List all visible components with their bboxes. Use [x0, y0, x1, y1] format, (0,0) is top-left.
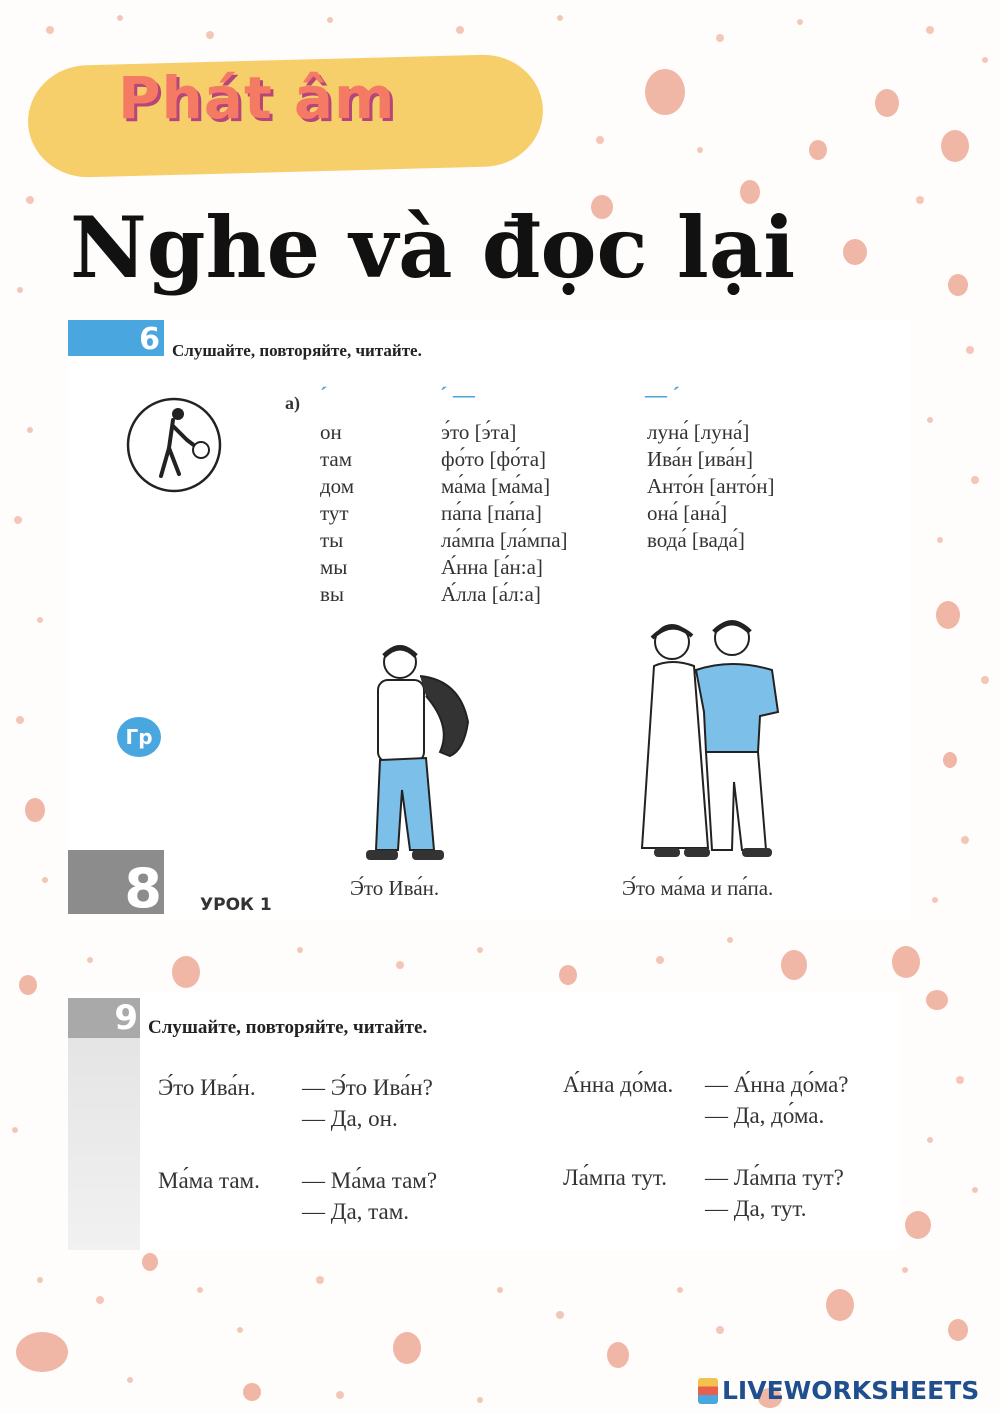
word-item: э́то [э́та] [441, 420, 517, 444]
word-item: ты [320, 528, 344, 552]
word-column-1 [320, 419, 354, 608]
word-item: вы [320, 582, 345, 606]
word-item: Ива́н [ива́н] [647, 447, 754, 471]
dialogue-question: — Ла́мпа тут? [705, 1165, 844, 1190]
word-item: он [320, 420, 342, 444]
banner-label: Phát âm [118, 64, 396, 132]
part-label: а) [285, 393, 300, 413]
word-item: тут [320, 501, 349, 525]
word-column-3 [647, 419, 774, 554]
dialogue-statement: А́нна до́ма. [563, 1072, 674, 1097]
dialogue-statement: Ма́ма там. [158, 1168, 260, 1193]
word-item: дом [320, 474, 355, 498]
dialogue-question: — А́нна до́ма? [705, 1072, 849, 1097]
dialogue-question: — Э́то Ива́н? [302, 1075, 433, 1100]
word-item: вода́ [вада́] [647, 528, 745, 552]
word-item: она́ [ана́] [647, 501, 728, 525]
word-column-2 [441, 419, 568, 608]
ivan-illustration [360, 640, 480, 865]
exercise-number: 9 [114, 998, 138, 1038]
page-number: 8 [124, 857, 162, 920]
watermark-text: LIVEWORKSHEETS [722, 1376, 980, 1405]
stress-pattern-1: ˊ [320, 382, 328, 407]
exercise-9-number-block [68, 998, 140, 1038]
stress-pattern-3: — ˊ [645, 382, 680, 407]
caption-mama-papa: Э́то ма́ма и па́па. [622, 876, 774, 900]
word-item: ма́ма [ма́ма] [441, 474, 551, 498]
word-item: А́нна [а́н:а] [441, 555, 543, 579]
word-item: луна́ [луна́] [647, 420, 750, 444]
dialogue-answer: — Да, там. [302, 1199, 409, 1224]
word-item: Анто́н [анто́н] [647, 474, 775, 498]
stress-pattern-2: ˊ — [440, 382, 475, 407]
word-item: ла́мпа [ла́мпа] [441, 528, 568, 552]
word-item: фо́то [фо́та] [441, 447, 547, 471]
mama-papa-illustration [632, 612, 787, 867]
liveworksheets-logo-icon [698, 1378, 718, 1404]
word-item: па́па [па́па] [441, 501, 542, 525]
dialogue-answer: — Да, он. [302, 1106, 398, 1131]
exercise-number-block [68, 320, 164, 356]
listen-icon [125, 396, 223, 494]
grammar-badge-icon: Гр [117, 717, 161, 757]
lesson-label: УРОК 1 [200, 895, 272, 915]
word-item: мы [320, 555, 348, 579]
page-title: Nghe và đọc lại [70, 198, 796, 297]
caption-ivan: Э́то Ива́н. [350, 876, 440, 900]
exercise-9-instruction: Слушайте, повторяйте, читайте. [148, 1017, 428, 1038]
dialogue-answer: — Да, до́ма. [705, 1103, 825, 1128]
page-number-block [68, 850, 164, 920]
word-item: там [320, 447, 353, 471]
dialogue-question: — Ма́ма там? [302, 1168, 438, 1193]
dialogue-answer: — Да, тут. [705, 1196, 807, 1221]
dialogue-statement: Ла́мпа тут. [563, 1165, 667, 1190]
dialogue-statement: Э́то Ива́н. [158, 1075, 256, 1100]
word-item: А́лла [а́л:а] [441, 582, 541, 606]
exercise-number: 6 [139, 322, 160, 357]
exercise-6-instruction: Слушайте, повторяйте, читайте. [172, 341, 422, 360]
